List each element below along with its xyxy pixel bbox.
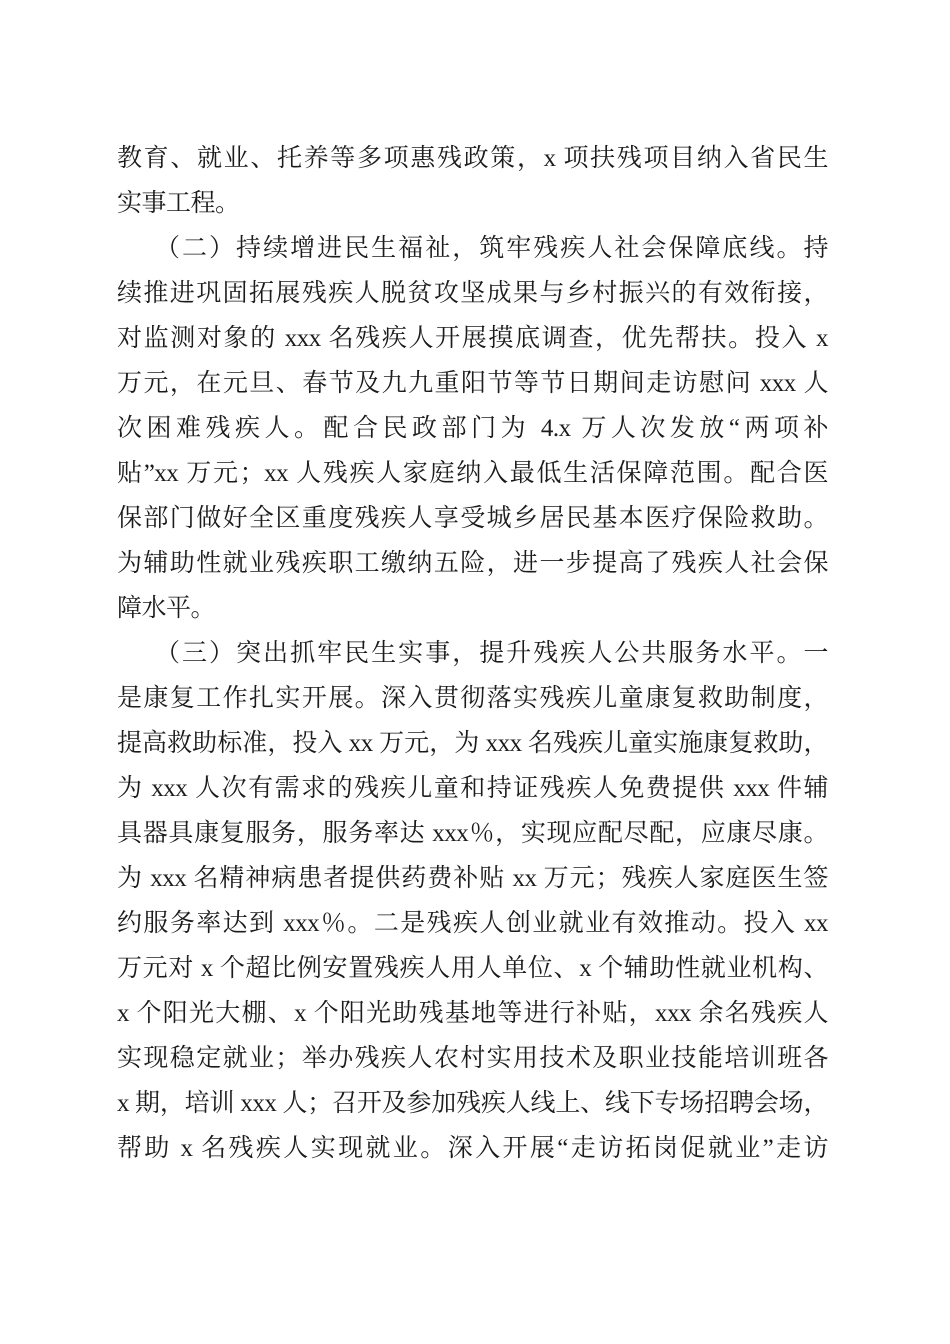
text-line: 教育、就业、托养等多项惠残政策，x 项扶残项目纳入省民生: [117, 145, 828, 172]
text-line: 对监测对象的 xxx 名残疾人开展摸底调查，优先帮扶。投入 x: [117, 325, 828, 352]
text-line: 为 xxx 名精神病患者提供药费补贴 xx 万元；残疾人家庭医生签: [117, 865, 828, 892]
section-heading-line: （三）突出抓牢民生实事，提升残疾人公共服务水平。一: [155, 640, 828, 667]
paragraph-section-2: [117, 226, 828, 631]
text-line: 是康复工作扎实开展。深入贯彻落实残疾儿童康复救助制度，: [117, 685, 828, 712]
text-line: 帮助 x 名残疾人实现就业。深入开展“走访拓岗促就业”走访: [117, 1135, 828, 1162]
text-line: 次困难残疾人。配合民政部门为 4.x 万人次发放“两项补: [117, 415, 828, 442]
text-line: x 个阳光大棚、x 个阳光助残基地等进行补贴，xxx 余名残疾人: [117, 1000, 828, 1027]
text-line: 为辅助性就业残疾职工缴纳五险，进一步提高了残疾人社会保: [117, 550, 828, 577]
text-line: 具器具康复服务，服务率达 xxx％，实现应配尽配，应康尽康。: [117, 820, 828, 847]
text-line: 障水平。: [117, 595, 216, 622]
text-line: 万元对 x 个超比例安置残疾人用人单位、x 个辅助性就业机构、: [117, 955, 828, 982]
text-line: 实事工程。: [117, 190, 240, 217]
paragraph-continuation: [117, 136, 828, 226]
text-line: 续推进巩固拓展残疾人脱贫攻坚成果与乡村振兴的有效衔接，: [117, 280, 828, 307]
document-body: [117, 136, 828, 1171]
text-line: 贴”xx 万元；xx 人残疾人家庭纳入最低生活保障范围。配合医: [117, 460, 828, 487]
text-line: 约服务率达到 xxx％。二是残疾人创业就业有效推动。投入 xx: [117, 910, 828, 937]
section-heading-line: （二）持续增进民生福祉，筑牢残疾人社会保障底线。持: [155, 235, 828, 262]
paragraph-section-3: [117, 631, 828, 1171]
text-line: 实现稳定就业；举办残疾人农村实用技术及职业技能培训班各: [117, 1045, 828, 1072]
text-line: x 期，培训 xxx 人；召开及参加残疾人线上、线下专场招聘会场，: [117, 1090, 828, 1117]
text-line: 万元，在元旦、春节及九九重阳节等节日期间走访慰问 xxx 人: [117, 370, 828, 397]
text-line: 为 xxx 人次有需求的残疾儿童和持证残疾人免费提供 xxx 件辅: [117, 775, 828, 802]
text-line: 保部门做好全区重度残疾人享受城乡居民基本医疗保险救助。: [117, 505, 828, 532]
text-line: 提高救助标准，投入 xx 万元，为 xxx 名残疾儿童实施康复救助，: [117, 730, 828, 757]
